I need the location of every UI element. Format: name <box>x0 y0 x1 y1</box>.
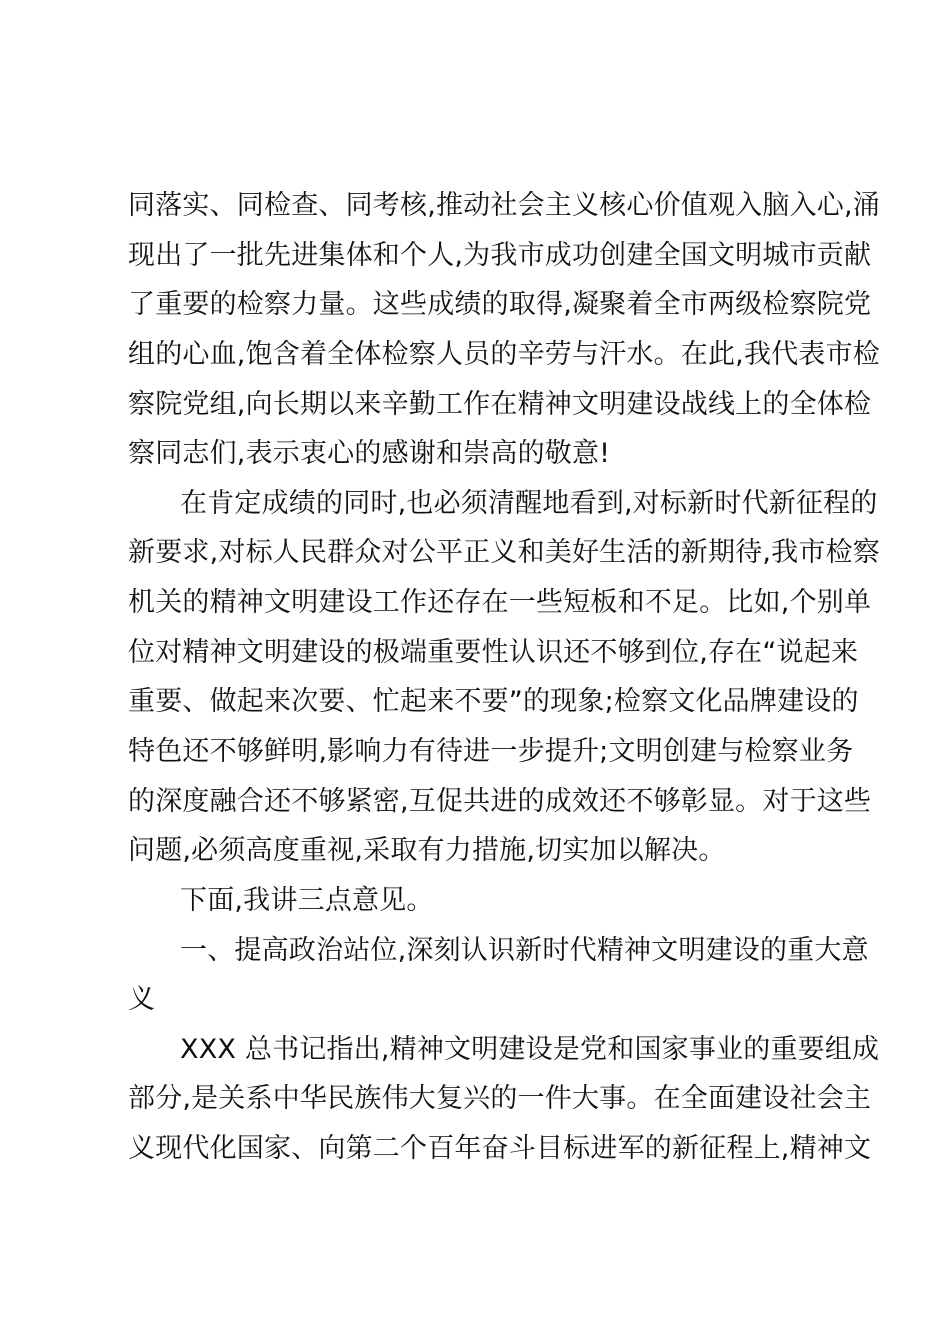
text-line: 同落实、同检查、同考核,推动社会主义核心价值观入脑入心,涌 <box>128 190 880 221</box>
text-line: 义现代化国家、向第二个百年奋斗目标进军的新征程上,精神文 <box>128 1133 872 1164</box>
text-line: 了重要的检察力量。这些成绩的取得,凝聚着全市两级检察院党 <box>128 289 872 320</box>
text-line: 的深度融合还不够紧密,互促共进的成效还不够彰显。对于这些 <box>128 786 872 817</box>
text-line: 现出了一批先进集体和个人,为我市成功创建全国文明城市贡献 <box>128 240 872 271</box>
text-line: 重要、做起来次要、忙起来不要”的现象;检察文化品牌建设的 <box>128 686 859 717</box>
text-line: 特色还不够鲜明,影响力有待进一步提升;文明创建与检察业务 <box>128 736 854 767</box>
text-line: 察同志们,表示衷心的感谢和崇高的敬意! <box>128 438 611 469</box>
text-line: 机关的精神文明建设工作还存在一些短板和不足。比如,个别单 <box>128 587 872 618</box>
text-line: 部分,是关系中华民族伟大复兴的一件大事。在全面建设社会主 <box>128 1083 872 1114</box>
text-line: 新要求,对标人民群众对公平正义和美好生活的新期待,我市检察 <box>128 537 880 568</box>
text-line: 问题,必须高度重视,采取有力措施,切实加以解决。 <box>128 835 726 866</box>
paragraph-start-line: 下面,我讲三点意见。 <box>180 885 434 916</box>
section-heading: 一、提高政治站位,深刻认识新时代精神文明建设的重大意 <box>180 935 869 966</box>
text-line: 位对精神文明建设的极端重要性认识还不够到位,存在“说起来 <box>128 637 859 668</box>
text-line: 组的心血,饱含着全体检察人员的辛劳与汗水。在此,我代表市检 <box>128 339 880 370</box>
paragraph-start-line: 在肯定成绩的同时,也必须清醒地看到,对标新时代新征程的 <box>180 488 878 519</box>
text-line: 察院党组,向长期以来辛勤工作在精神文明建设战线上的全体检 <box>128 389 872 420</box>
paragraph-start-line: XXX 总书记指出,精神文明建设是党和国家事业的重要组成 <box>180 1034 880 1065</box>
section-heading-continued: 义 <box>128 984 156 1015</box>
